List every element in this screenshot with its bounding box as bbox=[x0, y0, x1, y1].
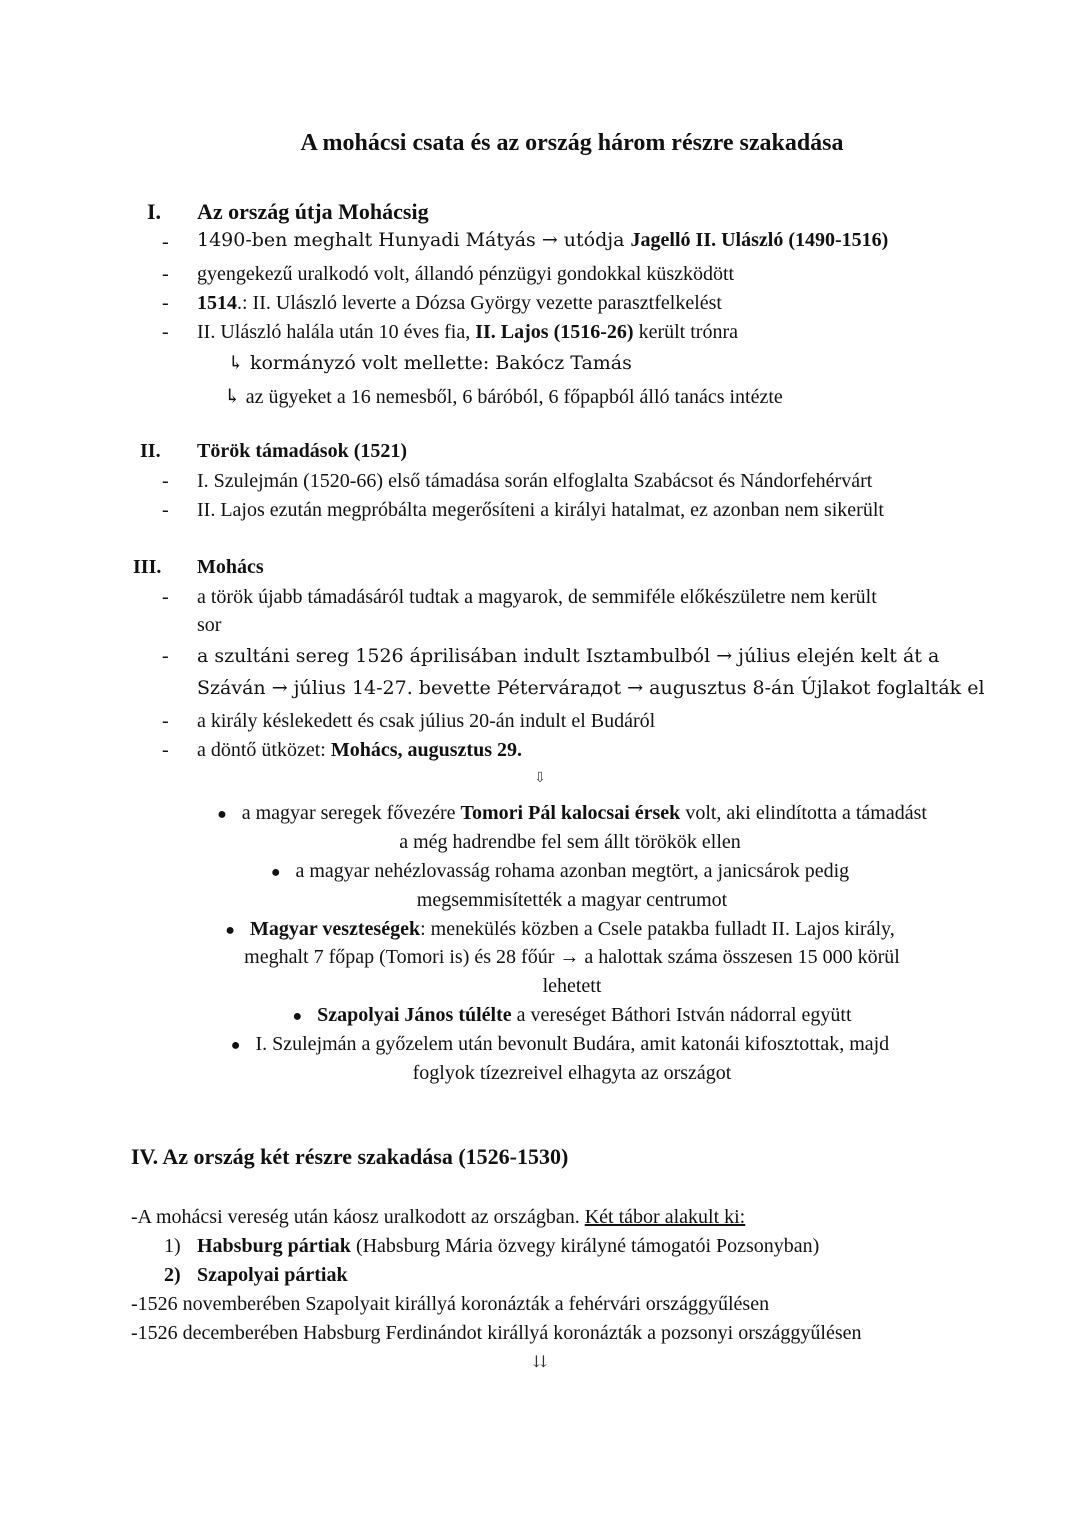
dash: - bbox=[162, 739, 169, 761]
list-item-continuation: sor bbox=[197, 614, 222, 636]
sub-item: ↳ az ügyeket a 16 nemesből, 6 báróból, 6 főpapból álló tanács intézte bbox=[224, 386, 783, 408]
list-item: a szultáni sereg 1526 áprilisában indult Isztambulból → július elején kelt át a bbox=[197, 645, 940, 667]
list-item: a döntő ütközet: Mohács, augusztus 29. bbox=[197, 739, 522, 761]
numbered-item: Habsburg pártiak (Habsburg Mária özvegy királyné támogatói Pozsonyban) bbox=[197, 1235, 820, 1257]
section-1-number: I. bbox=[147, 199, 162, 224]
double-down-arrow-icon: ⇊ bbox=[533, 1354, 547, 1371]
list-item: II. Lajos ezután megpróbálta megerősíteni a királyi hatalmat, ez azonban nem sikerült bbox=[197, 499, 884, 521]
dash: - bbox=[162, 499, 169, 521]
page-title: A mohácsi csata és az ország három részre szakadása bbox=[300, 130, 844, 156]
bullet-item-continuation: meghalt 7 főpap (Tomori is) és 28 főúr → a halottak száma összesen 15 000 körül bbox=[244, 946, 900, 968]
dash: - bbox=[162, 263, 169, 285]
bullet-item-continuation: lehetett bbox=[542, 975, 602, 997]
list-item: a király késlekedett és csak július 20-án indult el Budáról bbox=[197, 710, 656, 732]
paragraph: -A mohácsi vereség után káosz uralkodott az országban. Két tábor alakult ki: bbox=[131, 1206, 746, 1228]
list-item: 1514.: II. Ulászló leverte a Dózsa György vezette parasztfelkelést bbox=[197, 292, 722, 314]
list-item: 1490-ben meghalt Hunyadi Mátyás → utódja Jagelló II. Ulászló (1490-1516) bbox=[197, 229, 889, 251]
paragraph: -1526 decemberében Habsburg Ferdinándot királlyá koronázták a pozsonyi országgyűlésen bbox=[131, 1322, 862, 1344]
list-item: a török újabb támadásáról tudtak a magyarok, de semmiféle előkészületre nem került bbox=[197, 586, 877, 608]
section-2-number: II. bbox=[140, 440, 161, 462]
dash: - bbox=[162, 321, 169, 343]
bullet-item: ● a magyar nehézlovasság rohama azonban megtört, a janicsárok pedig bbox=[270, 860, 850, 882]
bullet-item: ● I. Szulejmán a győzelem után bevonult Budára, amit katonái kifosztottak, majd bbox=[230, 1033, 890, 1055]
bullet-item: ● Magyar veszteségek: menekülés közben a Csele patakba fulladt II. Lajos király, bbox=[225, 918, 895, 940]
list-item-continuation: Száván → július 14-27. bevette Pétervárадot → augusztus 8-án Újlakot foglalták el bbox=[197, 677, 985, 699]
list-item: I. Szulejmán (1520-66) első támadása során elfoglalta Szabácsot és Nándorfehérvárt bbox=[197, 470, 873, 492]
numbered-item-1-number: 1) bbox=[164, 1235, 181, 1257]
bullet-item: ● a magyar seregek fővezére Tomori Pál kalocsai érsek volt, aki elindította a támadást bbox=[217, 802, 927, 824]
dash: - bbox=[162, 470, 169, 492]
dash: - bbox=[162, 586, 169, 608]
section-1-heading: Az ország útja Mohácsig bbox=[197, 199, 429, 224]
list-item: gyengekezű uralkodó volt, állandó pénzügyi gondokkal küszködött bbox=[197, 263, 735, 285]
numbered-item-2-number: 2) bbox=[164, 1264, 181, 1286]
dash: - bbox=[162, 645, 169, 667]
section-4-heading: IV. Az ország két részre szakadása (1526-1530) bbox=[131, 1144, 569, 1169]
bullet-item-continuation: megsemmisítették a magyar centrumot bbox=[416, 889, 728, 911]
dash: - bbox=[162, 710, 169, 732]
bullet-item-continuation: foglyok tízezreivel elhagyta az országot bbox=[412, 1062, 732, 1084]
list-item: II. Ulászló halála után 10 éves fia, II. Lajos (1516-26) került trónra bbox=[197, 321, 738, 343]
sub-item: ↳ kormányzó volt mellette: Bakócz Tamás bbox=[228, 352, 632, 374]
dash: - bbox=[162, 231, 169, 253]
dash: - bbox=[162, 292, 169, 314]
section-3-heading: Mohács bbox=[197, 556, 264, 578]
bullet-item: ● Szapolyai János túlélte a vereséget Báthori István nádorral együtt bbox=[292, 1004, 852, 1026]
paragraph: -1526 novemberében Szapolyait királlyá koronázták a fehérvári országgyűlésen bbox=[131, 1293, 770, 1315]
section-3-number: III. bbox=[133, 556, 162, 578]
section-2-heading: Török támadások (1521) bbox=[197, 440, 408, 462]
numbered-item: Szapolyai pártiak bbox=[197, 1264, 348, 1286]
bullet-item-continuation: a még hadrendbe fel sem állt törökök ellen bbox=[399, 831, 741, 853]
down-arrow-icon: ⇩ bbox=[534, 771, 546, 786]
